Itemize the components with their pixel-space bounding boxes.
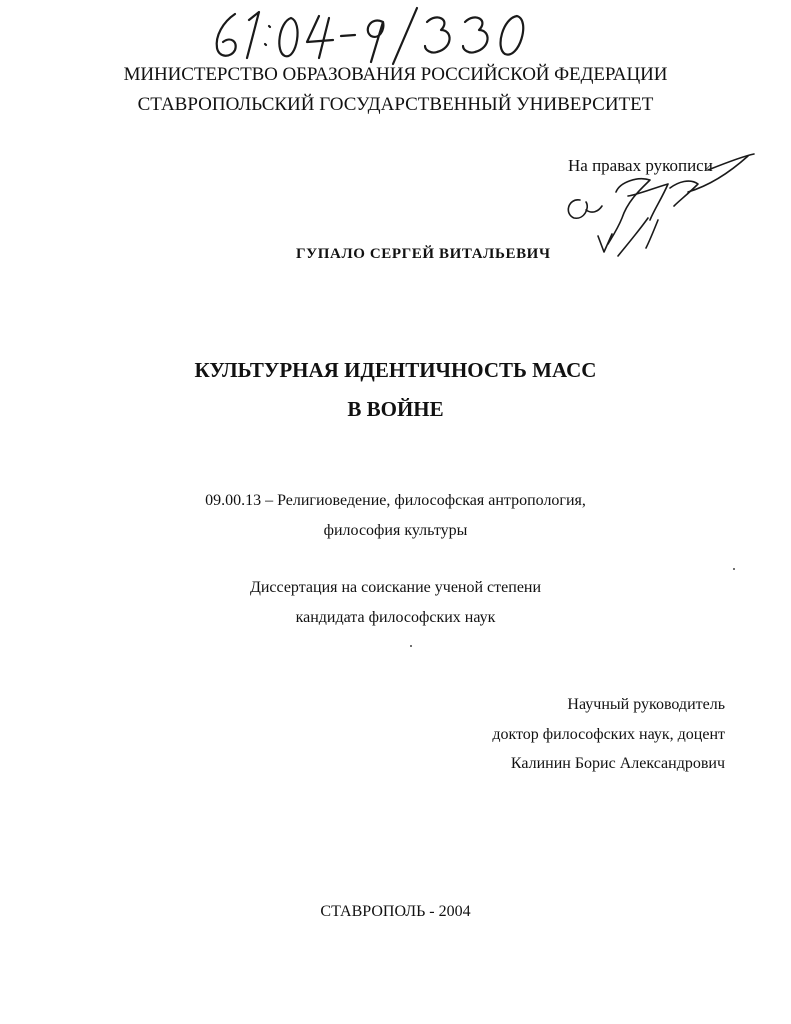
thesis-title-line-1: КУЛЬТУРНАЯ ИДЕНТИЧНОСТЬ МАСС	[194, 358, 597, 382]
city-year: СТАВРОПОЛЬ - 2004	[320, 903, 471, 920]
scan-speck	[733, 568, 735, 570]
thesis-title-line-2: В ВОЙНЕ	[347, 397, 444, 421]
author-signature	[558, 148, 758, 263]
handwritten-archive-code	[205, 0, 545, 70]
specialty-line-2: философия культуры	[323, 522, 468, 539]
manuscript-rights-note: На правах рукописи	[568, 156, 713, 175]
dissertation-line-2: кандидата философских наук	[295, 609, 496, 626]
university-name: СТАВРОПОЛЬСКИЙ ГОСУДАРСТВЕННЫЙ УНИВЕРСИТЕТ	[137, 94, 654, 115]
scan-speck	[410, 645, 412, 647]
ministry-name: МИНИСТЕРСТВО ОБРАЗОВАНИЯ РОССИЙСКОЙ ФЕДЕРАЦИИ	[123, 64, 668, 85]
supervisor-degree: доктор философских наук, доцент	[492, 726, 725, 743]
supervisor-role: Научный руководитель	[567, 696, 725, 713]
supervisor-name: Калинин Борис Александрович	[510, 755, 725, 772]
author-name: ГУПАЛО СЕРГЕЙ ВИТАЛЬЕВИЧ	[296, 246, 551, 262]
dissertation-line-1: Диссертация на соискание ученой степени	[249, 579, 542, 596]
specialty-line-1: 09.00.13 – Религиоведение, философская антропология,	[205, 492, 586, 509]
